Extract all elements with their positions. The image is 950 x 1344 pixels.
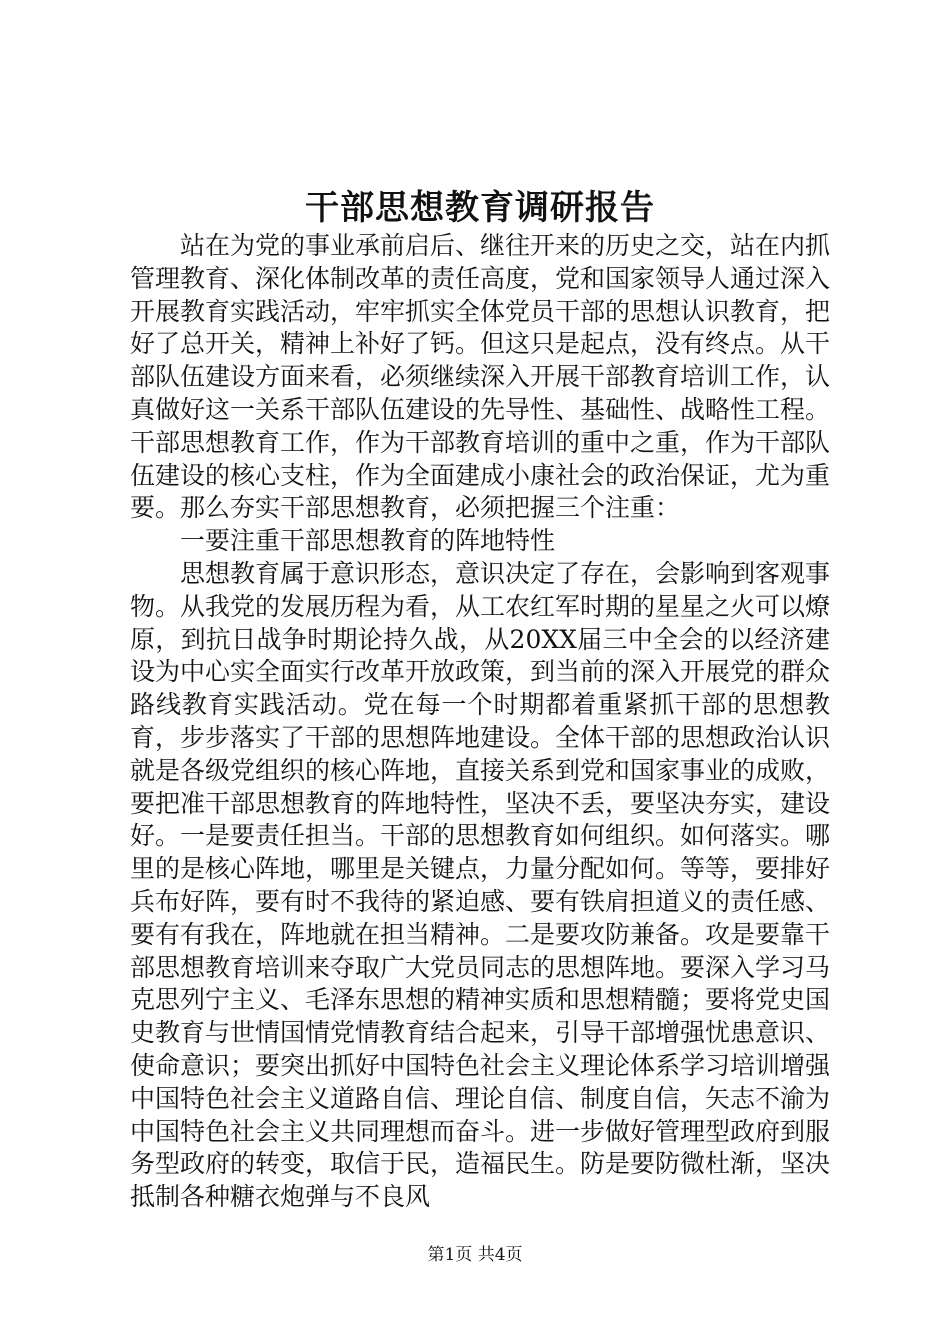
document-body (130, 230, 830, 1214)
paragraph-section-1: 思想教育属于意识形态，意识决定了存在，会影响到客观事物。从我党的发展历程为看，从工农红军时期的星星之火可以燎原，到抗日战争时期论持久战，从20XX届三中全会的以经济建设为中心实全面实行改革开放政策，到当前的深入开展党的群众路线教育实践活动。党在每一个时期都着重紧抓干部的思想教育，步步落实了干部的思想阵地建设。全体干部的思想政治认识就是各级党组织的核心阵地，直接关系到党和国家事业的成败，要把准干部思想教育的阵地特性，坚决不丢，要坚决夯实，建设好。一是要责任担当。干部的思想教育如何组织。如何落实。哪里的是核心阵地，哪里是关键点，力量分配如何。等等，要排好兵布好阵，要有时不我待的紧迫感、要有铁肩担道义的责任感、要有有我在，阵地就在担当精神。二是要攻防兼备。攻是要靠干部思想教育培训来夺取广大党员同志的思想阵地。要深入学习马克思列宁主义、毛泽东思想的精神实质和思想精髓；要将党史国史教育与世情国情党情教育结合起来，引导干部增强忧患意识、使命意识；要突出抓好中国特色社会主义理论体系学习培训增强中国特色社会主义道路自信、理论自信、制度自信，矢志不渝为中国特色社会主义共同理想而奋斗。进一步做好管理型政府到服务型政府的转变，取信于民，造福民生。防是要防微杜渐，坚决抵制各种糖衣炮弹与不良风 (130, 558, 831, 1212)
page-footer: 第1页 共4页 (427, 1245, 523, 1265)
document-title: 干部思想教育调研报告 (305, 188, 655, 228)
document-page (130, 0, 830, 1344)
paragraph-heading-1: 一要注重干部思想教育的阵地特性 (180, 526, 556, 556)
paragraph-intro: 站在为党的事业承前启后、继往开来的历史之交，站在内抓管理教育、深化体制改革的责任高度，党和国家领导人通过深入开展教育实践活动，牢牢抓实全体党员干部的思想认识教育，把好了总开关，精神上补好了钙。但这只是起点，没有终点。从干部队伍建设方面来看，必须继续深入开展干部教育培训工作，认真做好这一关系干部队伍建设的先导性、基础性、战略性工程。干部思想教育工作，作为干部教育培训的重中之重，作为干部队伍建设的核心支柱，作为全面建成小康社会的政治保证，尤为重要。那么夯实干部思想教育，必须把握三个注重： (130, 231, 831, 523)
